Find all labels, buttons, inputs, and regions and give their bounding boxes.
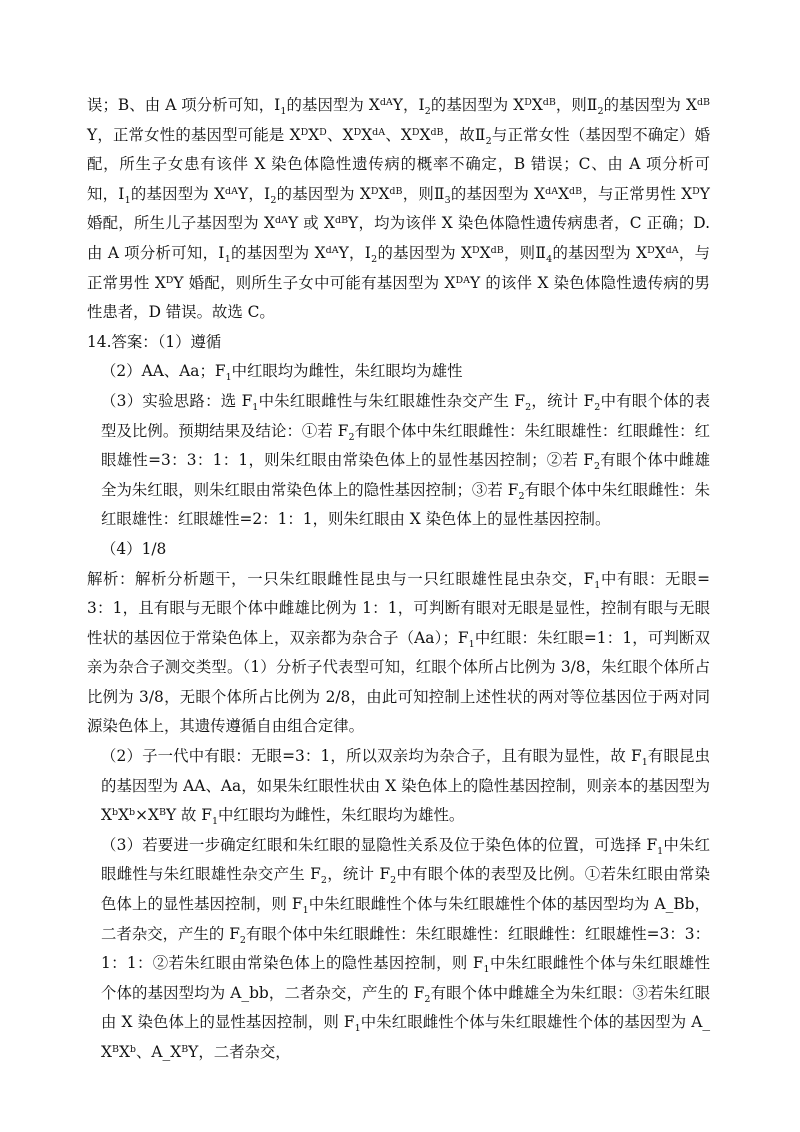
text-run: Y 故 F <box>165 806 212 825</box>
subscript: 2 <box>594 461 601 473</box>
superscript: dA <box>379 97 393 108</box>
superscript: dB <box>490 244 504 256</box>
text-run: X <box>654 243 666 262</box>
text-run: X <box>118 806 130 825</box>
text-run: Y，Ⅰ <box>392 96 425 114</box>
text-run: （4）1/8 <box>101 539 167 558</box>
superscript: B <box>111 1044 119 1055</box>
text-run: 误；B、由 A 项分析可知，Ⅰ <box>87 96 281 114</box>
text-run: ，故Ⅱ <box>443 125 486 144</box>
text-run: 中朱红眼雌性个体与朱红眼雄性个体的基因型为 A_X <box>101 1013 711 1061</box>
subscript: 2 <box>239 934 246 946</box>
subscript: 1 <box>211 816 219 828</box>
superscript: dB <box>334 215 349 227</box>
subscript: 1 <box>354 1023 361 1035</box>
superscript: dA <box>545 185 559 197</box>
subscript: 1 <box>252 401 259 413</box>
subscript: 1 <box>594 579 601 591</box>
text-run: X <box>558 184 570 203</box>
text-run: Y，均为该伴 X 染色体隐性遗传病患者，C 正确；D.由 A 项分析可知，Ⅰ <box>87 214 710 262</box>
text-run: 有眼个体中朱红眼雌性：朱红眼雄性：红眼雌性：红眼雄性=3：3：1：1，则朱红眼由常染色体上的显性基因控制；②若 F <box>101 421 710 470</box>
text-run: ，与正常男性 X <box>87 243 710 292</box>
subscript: 2 <box>518 490 525 502</box>
subscript: 2 <box>371 253 378 265</box>
superscript: D <box>692 185 700 197</box>
text-run: 有眼个体中朱红眼雌性：朱红眼雄性：红眼雌性：红眼雄性=3：3：1：1：②若朱红眼由常染色体上的隐性基因控制，则 F <box>101 924 710 973</box>
text-run: X <box>118 1043 130 1061</box>
subscript: 1 <box>280 106 287 117</box>
subscript: 2 <box>424 106 431 117</box>
text-run: 的基因型为 X <box>130 184 226 203</box>
superscript: b <box>111 807 119 819</box>
text-run: 中红眼均为雌性，朱红眼均为雄性 <box>231 362 463 381</box>
text-run: ，则Ⅱ <box>503 243 547 262</box>
superscript: B <box>158 807 166 819</box>
superscript: D <box>524 97 532 108</box>
paragraph-p2 <box>87 328 710 358</box>
superscript: b <box>129 1044 137 1055</box>
text-run: ×X <box>135 806 159 825</box>
text-run: 中有眼个体的表型及比例。①若朱红眼由常染色体上的显性基因控制，则 F <box>101 865 710 914</box>
text-run: 14.答案：（1）遵循 <box>87 332 222 351</box>
text-run: ，则Ⅱ <box>555 96 598 114</box>
text-run: 中有眼个体的表型及比例。预期结果及结论：①若 F <box>101 391 710 440</box>
subscript: 1 <box>124 194 131 206</box>
subscript: 2 <box>270 194 277 206</box>
text-run: ，统计 F <box>326 865 391 884</box>
superscript: dB <box>389 185 403 197</box>
superscript: b <box>129 807 136 819</box>
text-run: ，则Ⅱ <box>402 184 445 203</box>
superscript: dB <box>430 126 444 138</box>
subscript: 1 <box>468 638 475 650</box>
subscript: 2 <box>594 401 601 413</box>
subscript: 2 <box>525 401 532 413</box>
superscript: B <box>181 1044 189 1055</box>
answer-text-body <box>87 91 710 1068</box>
text-run: X <box>308 125 320 144</box>
text-run: 、X <box>385 125 412 144</box>
text-run: Y 婚配，则所生子女中可能有基因型为 X <box>173 273 456 292</box>
superscript: D <box>370 185 379 197</box>
paragraph-p5 <box>87 535 710 565</box>
text-run: 中朱红眼雌性个体与朱红眼雄性个体的基因型均为 A_bb，二者杂交，产生的 F <box>101 954 710 1002</box>
text-run: ，与正常男性 X <box>582 184 693 203</box>
text-run: 中有眼：无眼=3：1，且有眼与无眼个体中雌雄比例为 1：1，可判断有眼对无眼是显性，控制有眼与无眼性状的基因位于常染色体上，双亲都为杂合子（Aa）；F <box>87 569 710 647</box>
subscript: 1 <box>225 372 232 384</box>
text-run: （3）若要进一步确定红眼和朱红眼的显隐性关系及位于染色体的位置，可选择 F <box>101 835 658 854</box>
text-run: 中红眼均为雌性，朱红眼均为雄性。 <box>218 806 465 825</box>
text-run: 、A_X <box>136 1043 182 1061</box>
text-run: ，统计 F <box>531 391 595 410</box>
text-run: 的基因型为 X <box>603 96 697 114</box>
superscript: dB <box>542 97 556 108</box>
paragraph-p8 <box>87 831 710 1068</box>
text-run: Y 的该伴 X 染色体隐性遗传病的男性患者，D 错误。故选 C。 <box>87 273 711 322</box>
paragraph-p7 <box>87 742 710 831</box>
superscript: dA <box>372 126 386 138</box>
subscript: 1 <box>224 253 231 265</box>
text-run: Y，Ⅰ <box>238 184 271 203</box>
text-run: 中朱红眼雌性与朱红眼雄性杂交产生 F <box>258 391 526 410</box>
subscript: 2 <box>485 135 492 147</box>
subscript: 2 <box>424 993 431 1005</box>
text-run: 有眼个体中朱红眼雌性：朱红眼雄性：红眼雄性=2：1：1，则朱红眼由 X 染色体上的显性基因控制。 <box>101 480 710 529</box>
text-run: 中红眼：朱红眼=1：1，可判断双亲为杂合子测交类型。（1）分析子代表型可知，红眼个体所占比例为 3/8，朱红眼个体所占比例为 3/8，无眼个体所占比例为 2/8，由此可知控制上述性状的两对等位基因位于两对同源染色体上，其遗传遵循自由组合定律。 <box>87 628 710 736</box>
text-run: 有眼个体中雌雄全为朱红眼：③若朱红眼由 X 染色体上的显性基因控制，则 F <box>101 983 710 1032</box>
text-run: （2）AA、Aa；F <box>101 362 226 381</box>
superscript: D <box>165 274 174 286</box>
subscript: 2 <box>597 106 604 117</box>
paragraph-p1 <box>87 91 710 328</box>
superscript: D <box>472 244 480 256</box>
text-run: X <box>361 125 373 144</box>
text-run: 的基因型为 X <box>450 184 546 203</box>
subscript: 1 <box>483 964 490 976</box>
superscript: D <box>353 126 362 138</box>
text-run: 的基因型为 X <box>286 96 380 114</box>
text-run: 的基因型为 X <box>230 243 326 262</box>
superscript: D <box>647 244 655 256</box>
paragraph-p4 <box>87 387 710 535</box>
text-run: 与正常女性（基因型不确定）婚配，所生子女患有该伴 X 染色体隐性遗传病的概率不确定，B 错误；C、由 A 项分析可知，Ⅰ <box>87 125 710 203</box>
subscript: 1 <box>302 905 309 917</box>
superscript: dB <box>569 185 583 197</box>
text-run: 的基因型为 X <box>552 243 648 262</box>
subscript: 3 <box>444 194 451 206</box>
superscript: DA <box>455 274 471 286</box>
superscript: dA <box>225 185 238 197</box>
superscript: dA <box>275 215 288 227</box>
text-run: 中朱红眼雌性个体与朱红眼雄性个体的基因型均为 A_Bb，二者杂交，产生的 F <box>101 895 710 943</box>
text-run: 的基因型为 X <box>430 96 525 114</box>
text-run: X <box>419 125 431 144</box>
subscript: 2 <box>348 431 355 443</box>
paragraph-p6 <box>87 565 710 743</box>
superscript: dA <box>665 244 679 256</box>
text-run: 有眼昆虫的基因型为 AA、Aa，如果朱红眼性状由 X 染色体上的隐性基因控制，则亲本的基因型为 X <box>101 747 710 825</box>
text-run: （2）子一代中有眼：无眼=3：1，所以双亲均为杂合子，且有眼为显性，故 F <box>101 747 642 766</box>
text-run: Y，正常女性的基因型可能是 X <box>87 125 301 144</box>
superscript: dB <box>696 97 710 108</box>
text-run: Y，Ⅰ <box>338 243 372 262</box>
text-run: 、X <box>326 125 354 144</box>
text-run: 的基因型为 X <box>377 243 473 262</box>
text-run: Y，二者杂交， <box>188 1043 291 1061</box>
text-run: X <box>531 96 543 114</box>
subscript: 2 <box>390 875 397 887</box>
text-run: 中朱红眼雌性与朱红眼雄性杂交产生 F <box>101 835 710 884</box>
paragraph-p3 <box>87 357 710 387</box>
superscript: D <box>300 126 309 138</box>
text-run: 的基因型为 X <box>276 184 371 203</box>
text-run: （3）实验思路：选 F <box>101 391 253 410</box>
subscript: 2 <box>320 875 327 887</box>
superscript: dA <box>325 244 339 256</box>
superscript: D <box>319 126 327 138</box>
text-run: 解析：解析分析题干，一只朱红眼雌性昆虫与一只红眼雄性昆虫杂交，F <box>87 569 595 588</box>
superscript: D <box>411 126 420 138</box>
text-run: 有眼个体中雌雄全为朱红眼，则朱红眼由常染色体上的隐性基因控制；③若 F <box>101 451 710 499</box>
text-run: X <box>479 243 491 262</box>
text-run: Y 或 X <box>287 214 335 233</box>
subscript: 4 <box>546 253 553 265</box>
text-run: Y 婚配，所生儿子基因型为 X <box>87 184 710 233</box>
subscript: 1 <box>657 845 664 857</box>
subscript: 1 <box>641 757 648 769</box>
text-run: X <box>378 184 390 203</box>
